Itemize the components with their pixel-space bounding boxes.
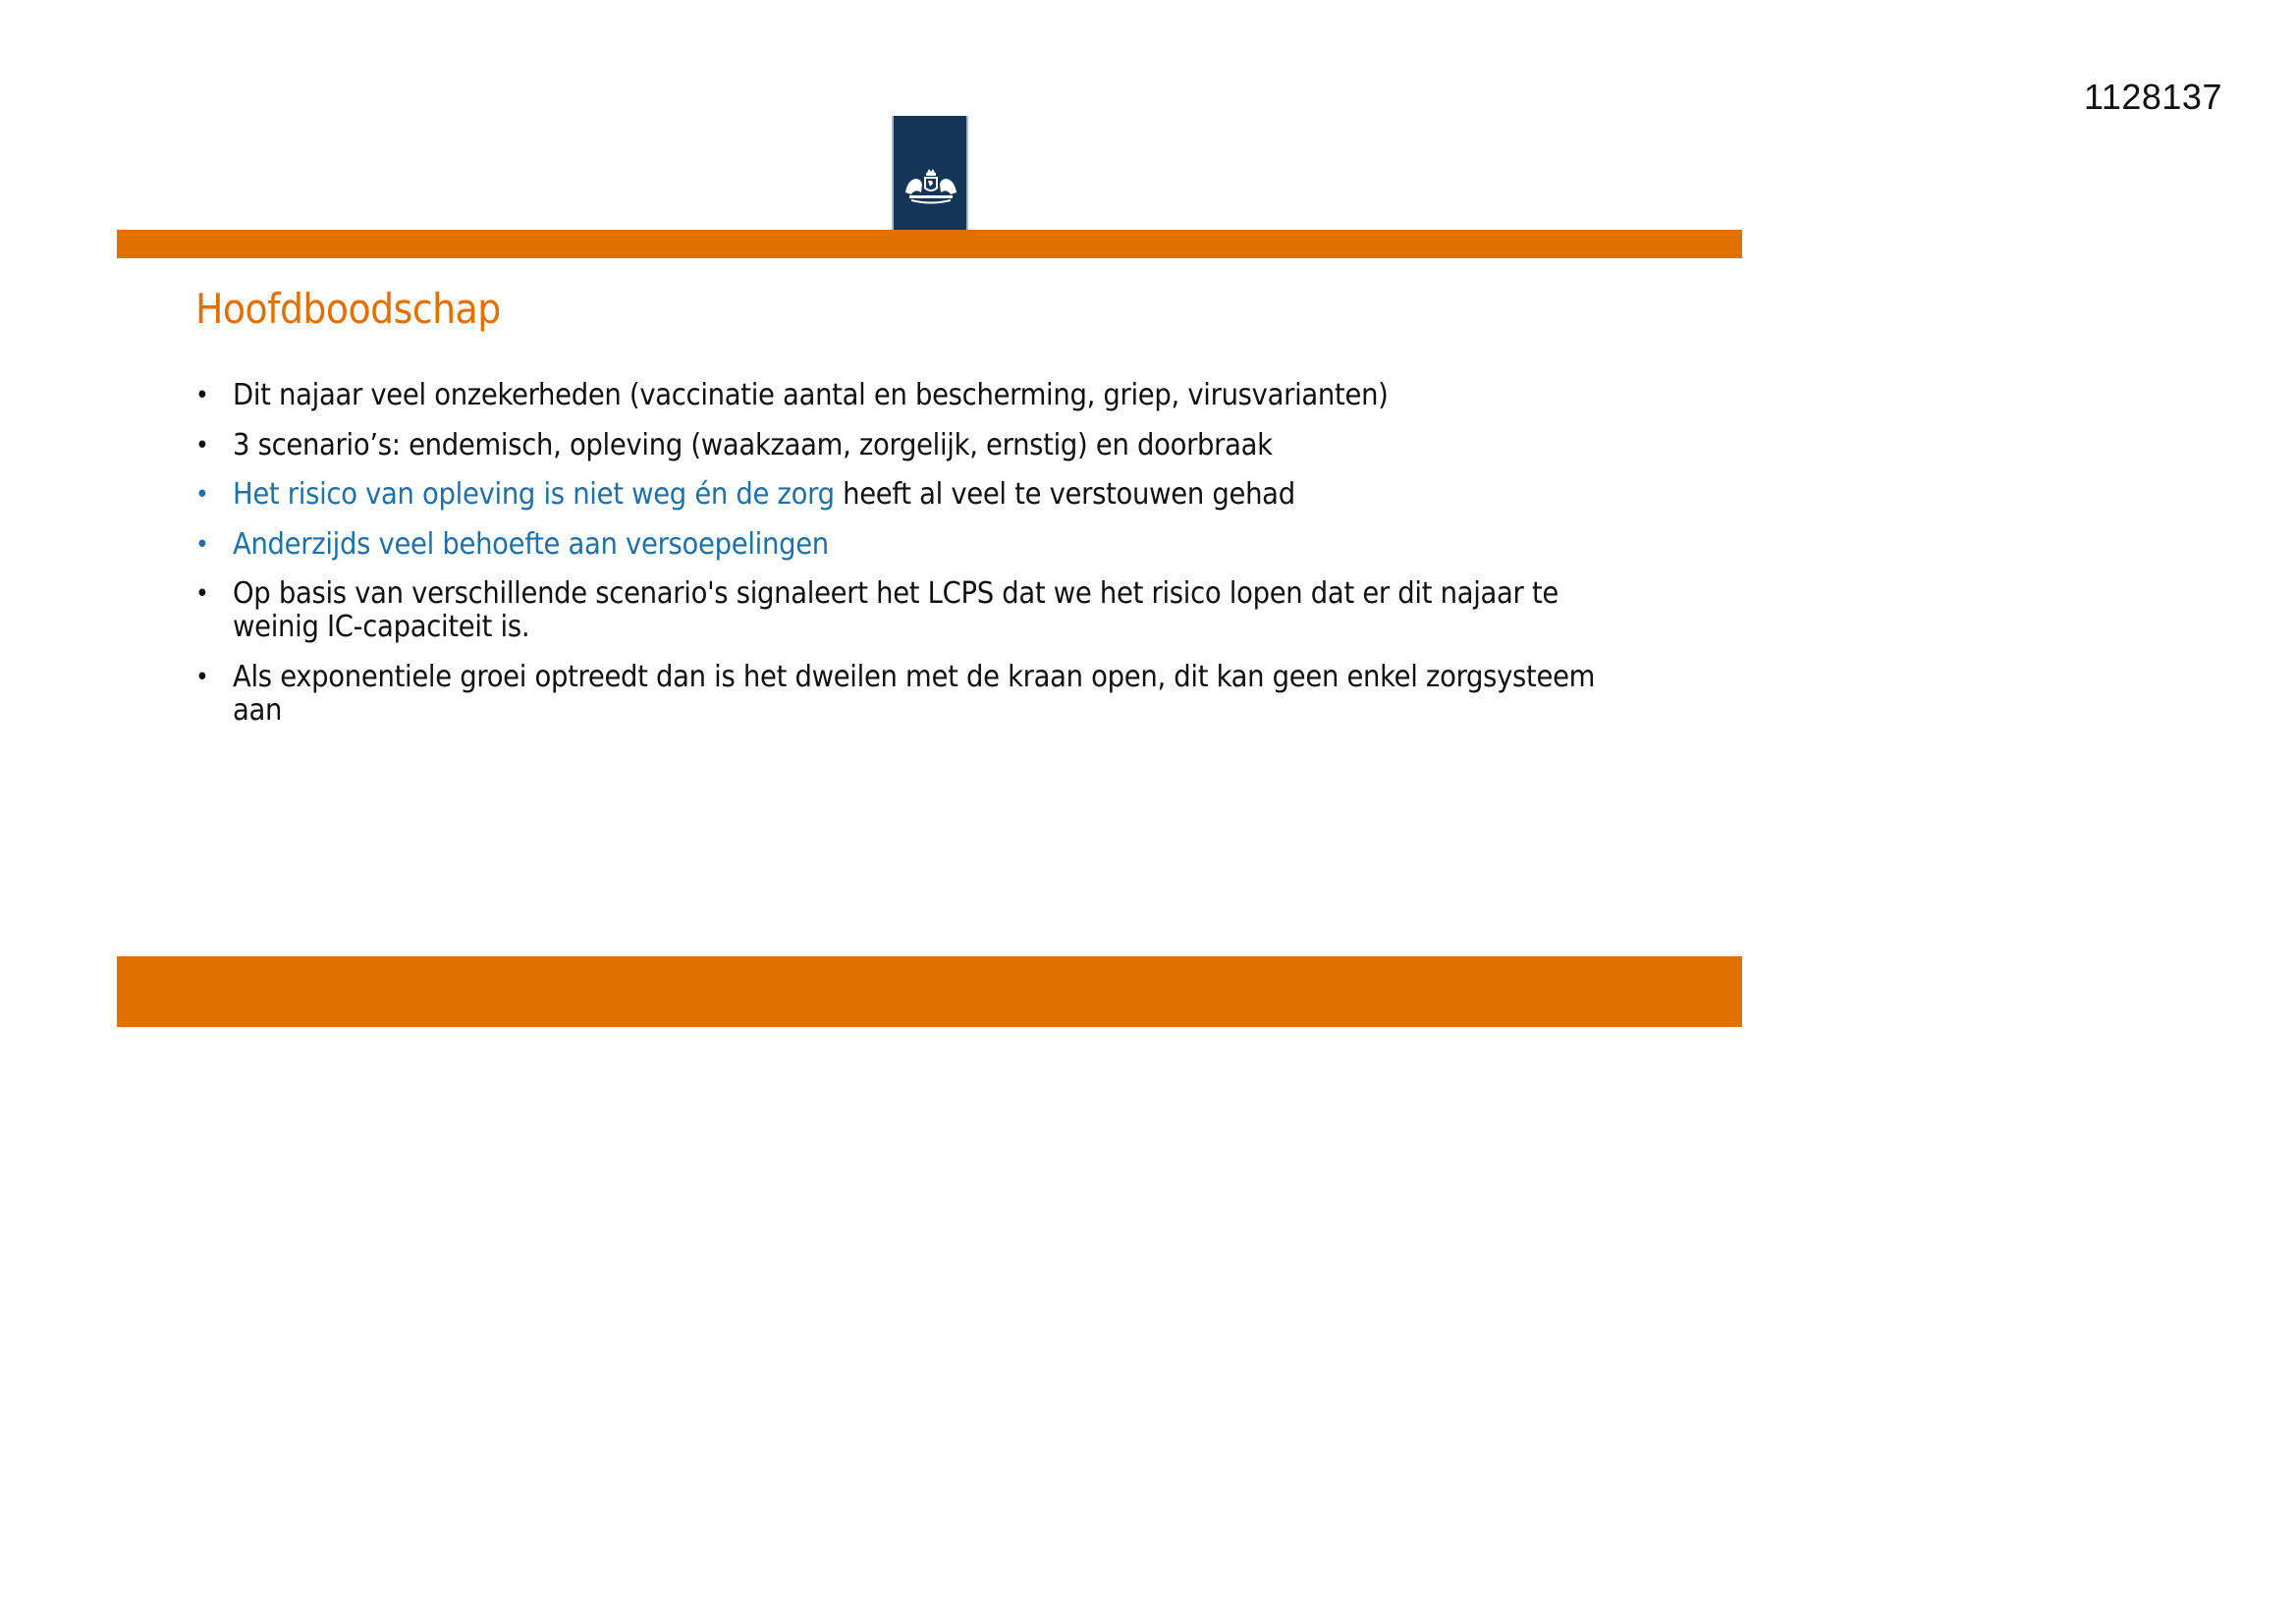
top-accent-bar	[117, 230, 1742, 258]
bullet-text-highlight: Het risico van opleving is niet weg én de zorg	[233, 477, 835, 512]
bullet-icon: •	[195, 381, 209, 410]
bullet-text: heeft al veel te verstouwen gehad	[834, 477, 1295, 512]
bullet-item	[195, 528, 1668, 562]
bullet-icon: •	[195, 430, 209, 460]
bullet-icon: •	[195, 662, 209, 692]
bottom-accent-bar	[117, 956, 1742, 1027]
bullet-item	[195, 577, 1647, 644]
bullet-item	[195, 478, 1668, 512]
bullet-icon: •	[195, 480, 209, 510]
bullet-text: Als exponentiele groei optreedt dan is het dweilen met de kraan open, dit kan geen enkel zorgsysteem aan	[233, 659, 1596, 728]
slide	[117, 116, 1742, 1027]
bullet-item	[195, 429, 1668, 462]
bullet-icon: •	[195, 529, 209, 560]
bullet-text: Op basis van verschillende scenario's signaleert het LCPS dat we het risico lopen dat er dit najaar te weinig IC-capaciteit is.	[233, 576, 1558, 644]
bullet-icon: •	[195, 579, 209, 609]
slide-title: Hoofdboodschap	[195, 285, 501, 333]
logo	[892, 116, 968, 230]
bullet-item	[195, 661, 1647, 728]
coat-of-arms-icon	[900, 167, 962, 206]
bullet-item	[195, 379, 1668, 412]
bullet-text: Dit najaar veel onzekerheden (vaccinatie aantal en bescherming, griep, virusvarianten)	[233, 378, 1389, 412]
bullet-text-highlight: Anderzijds veel behoefte aan versoepelingen	[233, 526, 829, 562]
bullet-text: 3 scenario’s: endemisch, opleving (waakzaam, zorgelijk, ernstig) en doorbraak	[233, 427, 1273, 462]
bullet-list	[195, 379, 1668, 743]
document-number: 1128137	[2084, 77, 2222, 117]
